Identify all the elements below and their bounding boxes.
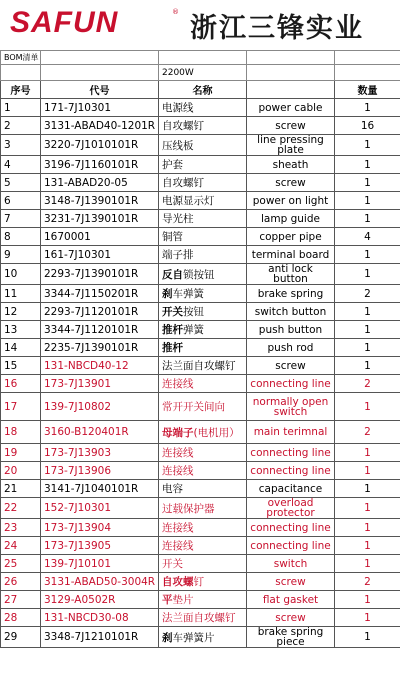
part-code: 2235-7J1390101R	[41, 339, 159, 357]
part-code: 2293-7J1120101R	[41, 303, 159, 321]
empty-cell	[41, 65, 159, 81]
part-code: 173-7J13901	[41, 375, 159, 393]
part-name-cn	[159, 156, 247, 174]
part-name-en: screw	[247, 609, 335, 627]
row-number: 29	[1, 627, 41, 648]
part-name-cn	[159, 246, 247, 264]
part-name-en: brake spring	[247, 285, 335, 303]
part-name-cn-bold: 推杆	[162, 342, 183, 354]
table-row	[1, 537, 400, 555]
part-name-cn	[159, 498, 247, 519]
row-number: 10	[1, 264, 41, 285]
part-name-en: screw	[247, 573, 335, 591]
col-header-name: 名称	[159, 81, 247, 99]
part-name-en: connecting line	[247, 444, 335, 462]
row-number: 16	[1, 375, 41, 393]
row-number: 26	[1, 573, 41, 591]
part-name-cn	[159, 285, 247, 303]
quantity: 1	[335, 246, 400, 264]
part-name-cn	[159, 555, 247, 573]
row-number: 12	[1, 303, 41, 321]
part-name-en: connecting line	[247, 375, 335, 393]
quantity: 1	[335, 537, 400, 555]
part-code: 3129-A0502R	[41, 591, 159, 609]
part-name-cn-text: 锁按钮	[183, 268, 215, 281]
part-name-en: connecting line	[247, 519, 335, 537]
quantity: 1	[335, 519, 400, 537]
part-name-cn-text: 连接线	[162, 447, 194, 459]
part-name-en: push rod	[247, 339, 335, 357]
part-name-cn	[159, 321, 247, 339]
part-name-cn	[159, 537, 247, 555]
table-row	[1, 573, 400, 591]
table-row	[1, 480, 400, 498]
part-name-en: lamp guide	[247, 210, 335, 228]
quantity: 1	[335, 357, 400, 375]
part-name-cn-text: 车弹簧片	[172, 631, 215, 644]
empty-cell	[335, 51, 400, 65]
row-number: 15	[1, 357, 41, 375]
empty-cell	[1, 65, 41, 81]
row-number: 20	[1, 462, 41, 480]
part-name-cn-text: 车弹簧	[172, 288, 204, 300]
quantity: 2	[335, 421, 400, 444]
table-row	[1, 135, 400, 156]
row-number: 6	[1, 192, 41, 210]
part-name-cn	[159, 375, 247, 393]
part-code: 3196-7J1160101R	[41, 156, 159, 174]
row-number: 28	[1, 609, 41, 627]
part-name-cn	[159, 339, 247, 357]
part-name-cn-text: 按钮	[183, 306, 204, 318]
row-number: 24	[1, 537, 41, 555]
part-code: 3348-7J1210101R	[41, 627, 159, 648]
part-name-cn-text: 钉	[193, 576, 204, 588]
part-name-en: flat gasket	[247, 591, 335, 609]
col-header-code: 代号	[41, 81, 159, 99]
part-name-cn	[159, 627, 247, 648]
quantity: 1	[335, 156, 400, 174]
row-number: 8	[1, 228, 41, 246]
part-name-en: connecting line	[247, 537, 335, 555]
table-row	[1, 210, 400, 228]
part-name-en: connecting line	[247, 462, 335, 480]
part-name-cn-bold: 母端子	[162, 426, 194, 439]
part-name-cn-text: 电源显示灯	[162, 195, 215, 207]
quantity: 1	[335, 462, 400, 480]
part-code: 173-7J13906	[41, 462, 159, 480]
part-code: 152-7J10301	[41, 498, 159, 519]
table-row	[1, 555, 400, 573]
table-row	[1, 174, 400, 192]
part-name-en: sheath	[247, 156, 335, 174]
col-header-no: 序号	[1, 81, 41, 99]
part-code: 139-7J10101	[41, 555, 159, 573]
part-code: 3148-7J1390101R	[41, 192, 159, 210]
part-name-en: screw	[247, 174, 335, 192]
part-name-cn-bold: 开关	[162, 306, 183, 318]
col-header-qty: 数量	[335, 81, 400, 99]
part-code: 3141-7J1040101R	[41, 480, 159, 498]
part-name-cn	[159, 357, 247, 375]
part-name-cn	[159, 393, 247, 421]
part-name-cn-bold: 自攻螺	[162, 576, 194, 588]
table-row	[1, 264, 400, 285]
row-number: 25	[1, 555, 41, 573]
part-name-cn	[159, 264, 247, 285]
part-name-cn	[159, 573, 247, 591]
part-name-en: terminal board	[247, 246, 335, 264]
part-code: 131-NBCD40-12	[41, 357, 159, 375]
part-name-cn	[159, 228, 247, 246]
empty-cell	[159, 51, 247, 65]
part-code: 3131-ABAD50-3004R	[41, 573, 159, 591]
part-name-en: copper pipe	[247, 228, 335, 246]
table-row	[1, 375, 400, 393]
table-row	[1, 192, 400, 210]
part-name-cn	[159, 303, 247, 321]
row-number: 13	[1, 321, 41, 339]
part-code: 173-7J13905	[41, 537, 159, 555]
part-name-cn-text: 开关	[162, 558, 183, 570]
table-row	[1, 627, 400, 648]
part-name-cn	[159, 174, 247, 192]
part-name-cn-text: 法兰面自攻螺钉	[162, 612, 236, 624]
part-name-en: screw	[247, 117, 335, 135]
row-number: 21	[1, 480, 41, 498]
quantity: 2	[335, 375, 400, 393]
part-name-cn	[159, 591, 247, 609]
quantity: 1	[335, 174, 400, 192]
part-name-cn	[159, 117, 247, 135]
part-name-en: overload protector	[247, 498, 335, 519]
part-name-cn-text: 常开开关间向	[162, 401, 225, 413]
part-code: 173-7J13903	[41, 444, 159, 462]
part-name-cn-text: 自攻螺钉	[162, 120, 204, 132]
part-name-cn	[159, 519, 247, 537]
part-name-cn	[159, 135, 247, 156]
part-name-cn-text: 压线板	[162, 139, 194, 152]
part-code: 3131-ABAD40-1201R	[41, 117, 159, 135]
part-name-cn	[159, 480, 247, 498]
spec-value: 2200W	[159, 65, 247, 81]
part-code: 139-7J10802	[41, 393, 159, 421]
row-number: 7	[1, 210, 41, 228]
part-name-cn	[159, 99, 247, 117]
quantity: 1	[335, 210, 400, 228]
row-number: 2	[1, 117, 41, 135]
part-name-cn-text: 端子排	[162, 249, 194, 261]
part-name-en: normally open switch	[247, 393, 335, 421]
part-name-cn-text: 连接线	[162, 540, 194, 552]
bom-table	[0, 50, 400, 648]
part-name-cn	[159, 462, 247, 480]
row-number: 14	[1, 339, 41, 357]
quantity: 1	[335, 264, 400, 285]
table-row	[1, 498, 400, 519]
row-number: 19	[1, 444, 41, 462]
quantity: 1	[335, 480, 400, 498]
part-name-en: switch	[247, 555, 335, 573]
brand-logo: SAFUN	[10, 6, 119, 39]
quantity: 1	[335, 609, 400, 627]
quantity: 16	[335, 117, 400, 135]
part-code: 3220-7J1010101R	[41, 135, 159, 156]
part-name-cn-bold: 刹	[162, 288, 173, 300]
part-name-cn-text: 电源线	[162, 102, 194, 114]
header-row	[1, 81, 400, 99]
part-name-cn-text: 连接线	[162, 522, 194, 534]
part-name-cn-text: 铜管	[162, 231, 183, 243]
table-row	[1, 609, 400, 627]
part-code: 171-7J10301	[41, 99, 159, 117]
part-name-en: power on light	[247, 192, 335, 210]
company-name: 浙江三锋实业	[190, 13, 364, 44]
row-number: 9	[1, 246, 41, 264]
part-name-cn-text: (电机用）	[193, 426, 240, 439]
part-code: 131-NBCD30-08	[41, 609, 159, 627]
part-name-cn-text: 电容	[162, 483, 183, 495]
table-row	[1, 99, 400, 117]
quantity: 2	[335, 285, 400, 303]
quantity: 1	[335, 303, 400, 321]
part-name-cn	[159, 609, 247, 627]
quantity: 4	[335, 228, 400, 246]
table-row	[1, 519, 400, 537]
table-row	[1, 246, 400, 264]
part-name-cn-text: 连接线	[162, 378, 194, 390]
part-name-en: line pressing plate	[247, 135, 335, 156]
part-name-en: main terimnal	[247, 421, 335, 444]
quantity: 1	[335, 393, 400, 421]
part-code: 173-7J13904	[41, 519, 159, 537]
part-code: 161-7J10301	[41, 246, 159, 264]
quantity: 1	[335, 99, 400, 117]
empty-cell	[41, 51, 159, 65]
part-name-cn	[159, 444, 247, 462]
quantity: 1	[335, 321, 400, 339]
part-name-cn-bold: 推杆	[162, 324, 183, 336]
part-name-cn-bold: 反自	[162, 268, 183, 281]
row-number: 11	[1, 285, 41, 303]
part-code: 131-ABAD20-05	[41, 174, 159, 192]
part-name-cn-text: 垫片	[172, 594, 194, 606]
bom-label-row	[1, 51, 400, 65]
table-row	[1, 156, 400, 174]
part-name-cn-bold: 平	[162, 594, 173, 606]
registered-mark: ®	[172, 8, 179, 16]
part-code: 2293-7J1390101R	[41, 264, 159, 285]
spec-row	[1, 65, 400, 81]
table-row	[1, 117, 400, 135]
row-number: 22	[1, 498, 41, 519]
quantity: 1	[335, 555, 400, 573]
quantity: 1	[335, 591, 400, 609]
empty-cell	[247, 65, 335, 81]
part-code: 3160-B120401R	[41, 421, 159, 444]
quantity: 1	[335, 498, 400, 519]
part-name-en: capacitance	[247, 480, 335, 498]
part-name-cn	[159, 210, 247, 228]
part-name-cn	[159, 192, 247, 210]
row-number: 17	[1, 393, 41, 421]
part-code: 3344-7J1120101R	[41, 321, 159, 339]
part-name-cn-text: 弹簧	[183, 324, 204, 336]
row-number: 18	[1, 421, 41, 444]
row-number: 27	[1, 591, 41, 609]
part-code: 3231-7J1390101R	[41, 210, 159, 228]
part-name-en: power cable	[247, 99, 335, 117]
part-name-cn	[159, 421, 247, 444]
table-row	[1, 462, 400, 480]
part-name-en: brake spring piece	[247, 627, 335, 648]
quantity: 1	[335, 627, 400, 648]
row-number: 4	[1, 156, 41, 174]
part-name-cn-text: 过载保护器	[162, 502, 215, 515]
empty-cell	[247, 51, 335, 65]
row-number: 3	[1, 135, 41, 156]
table-row	[1, 228, 400, 246]
row-number: 5	[1, 174, 41, 192]
bom-label: BOM清单	[1, 51, 41, 65]
part-code: 3344-7J1150201R	[41, 285, 159, 303]
quantity: 1	[335, 192, 400, 210]
part-name-cn-text: 自攻螺钉	[162, 177, 204, 189]
table-row	[1, 357, 400, 375]
empty-cell	[335, 65, 400, 81]
part-name-en: screw	[247, 357, 335, 375]
part-code: 1670001	[41, 228, 159, 246]
part-name-en: switch button	[247, 303, 335, 321]
table-row	[1, 321, 400, 339]
quantity: 1	[335, 135, 400, 156]
table-row	[1, 303, 400, 321]
page-header	[0, 0, 400, 50]
row-number: 1	[1, 99, 41, 117]
quantity: 2	[335, 573, 400, 591]
row-number: 23	[1, 519, 41, 537]
part-name-en: anti lock button	[247, 264, 335, 285]
table-row	[1, 393, 400, 421]
part-name-cn-text: 连接线	[162, 465, 194, 477]
part-name-cn-text: 护套	[162, 159, 183, 171]
table-row	[1, 444, 400, 462]
table-row	[1, 339, 400, 357]
part-name-cn-bold: 刹	[162, 631, 173, 644]
part-name-cn-text: 导光柱	[162, 213, 194, 225]
quantity: 1	[335, 339, 400, 357]
table-row	[1, 421, 400, 444]
col-header-en	[247, 81, 335, 99]
table-row	[1, 285, 400, 303]
quantity: 1	[335, 444, 400, 462]
part-name-en: push button	[247, 321, 335, 339]
part-name-cn-text: 法兰面自攻螺钉	[162, 360, 236, 372]
table-row	[1, 591, 400, 609]
